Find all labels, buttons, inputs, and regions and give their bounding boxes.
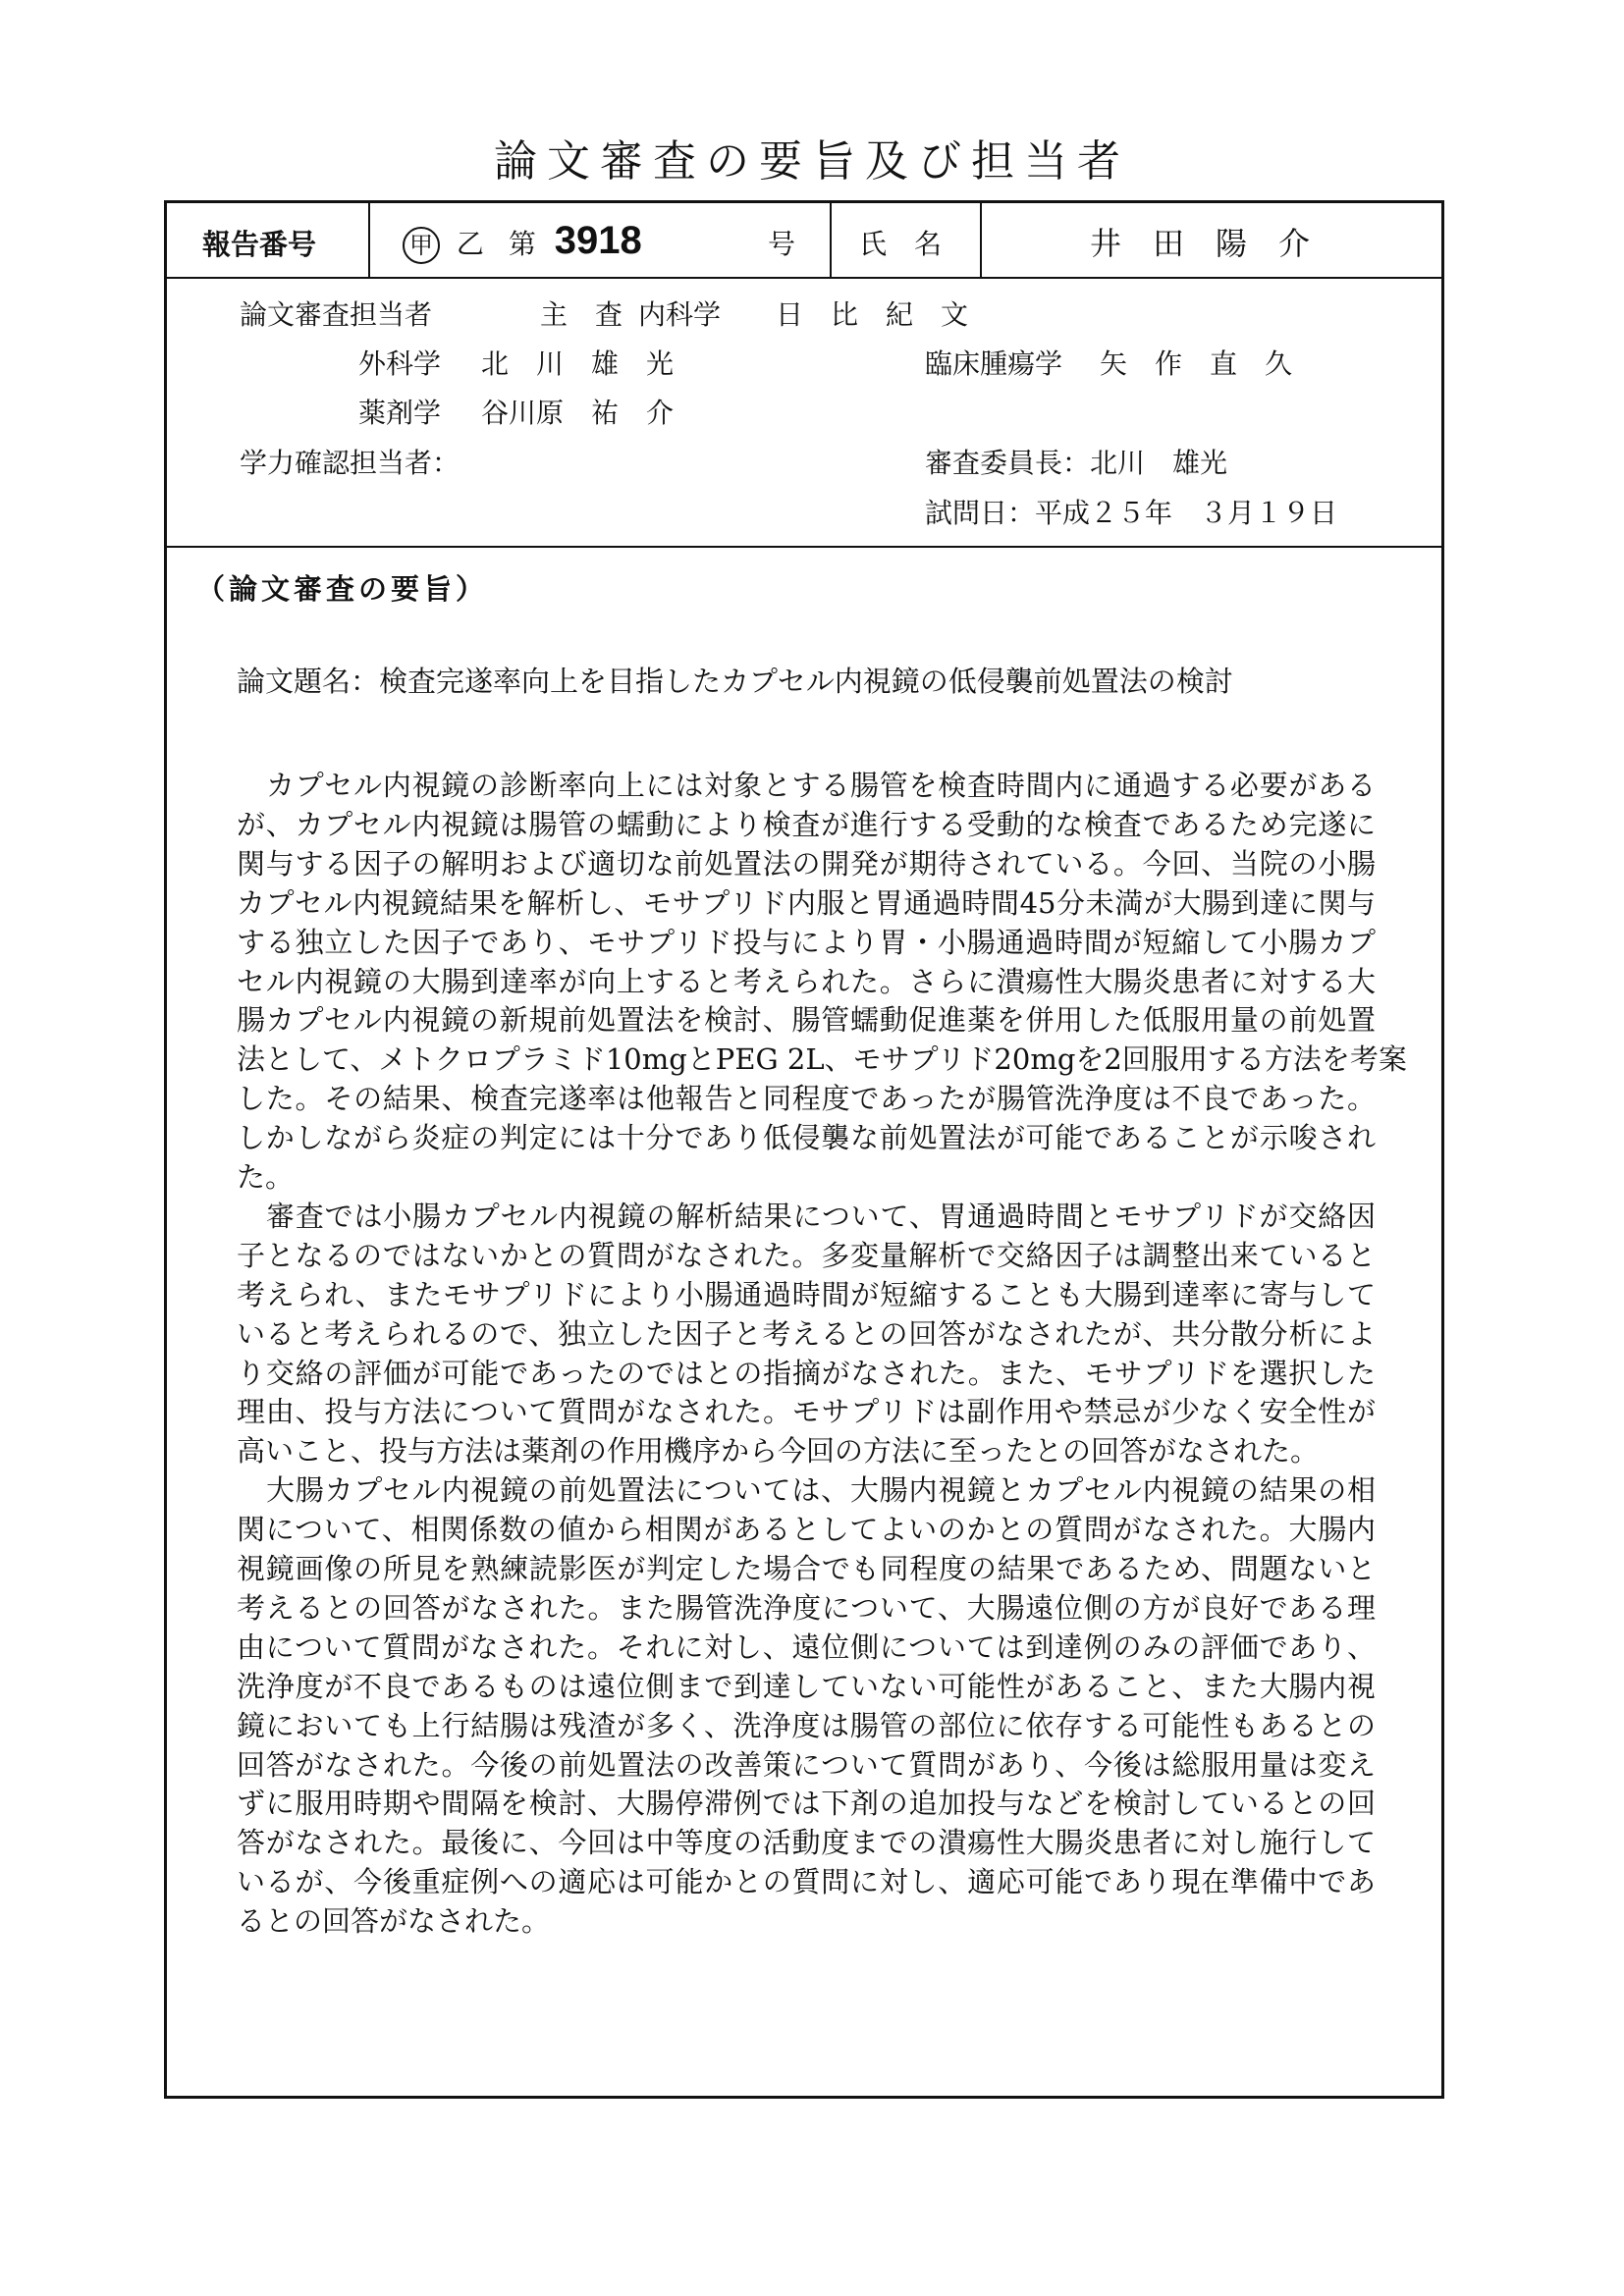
body-line: 大腸カプセル内視鏡の前処置法については、大腸内視鏡とカプセル内視鏡の結果の相 <box>266 1473 1376 1508</box>
report-number-label: 報告番号 <box>202 228 317 261</box>
body-line: カプセル内視鏡結果を解析し、モサプリド内服と胃通過時間45分未満が大腸到達に関与 <box>237 885 1377 920</box>
body-line: 高いこと、投与方法は薬剤の作用機序から今回の方法に至ったとの回答がなされた。 <box>237 1434 1320 1468</box>
body-line: た。 <box>237 1160 295 1194</box>
report-number-value: 3918 <box>554 219 642 262</box>
body-line: 洗浄度が不良であるものは遠位側まで到達していない可能性があること、また大腸内視 <box>237 1669 1376 1703</box>
body-line: 鏡においても上行結腸は残渣が多く、洗浄度は腸管の部位に依存する可能性もあるとの <box>237 1708 1376 1742</box>
body-line: いるが、今後重症例への適応は可能かとの質問に対し、適応可能であり現在準備中であ <box>237 1865 1376 1899</box>
body-line: しかしながら炎症の判定には十分であり低侵襲な前処置法が可能であることが示唆され <box>237 1121 1376 1155</box>
member-name: 北 川 雄 光 <box>481 347 675 380</box>
body-line: 関について、相関係数の値から相関があるとしてよいのかとの質問がなされた。大腸内 <box>237 1513 1376 1547</box>
reviewers-label: 論文審査担当者 <box>240 298 433 331</box>
body-line: 考えるとの回答がなされた。また腸管洗浄度について、大腸遠位側の方が良好である理 <box>237 1590 1376 1625</box>
body-line: カプセル内視鏡の診断率向上には対象とする腸管を検査時間内に通過する必要がある <box>266 769 1376 802</box>
body-line: 子となるのではないかとの質問がなされた。多変量解析で交絡因子は調整出来ていると <box>237 1238 1376 1272</box>
candidate-name: 井 田 陽 介 <box>1090 225 1311 262</box>
member-name: 矢 作 直 久 <box>1100 347 1293 380</box>
body-line: が、カプセル内視鏡は腸管の蠕動により検査が進行する受動的な検査であるため完遂に <box>237 807 1376 841</box>
body-line: した。その結果、検査完遂率は他報告と同程度であったが腸管洗浄度は不良であった。 <box>237 1082 1376 1116</box>
member-dept: 臨床腫瘍学 <box>925 347 1063 380</box>
exam-date: 試問日：平成２５年 ３月１９日 <box>925 497 1338 529</box>
kou-circled: 甲 <box>403 227 440 264</box>
divider <box>980 203 982 277</box>
name-label: 氏 名 <box>859 228 943 260</box>
body-line: 審査では小腸カプセル内視鏡の解析結果について、胃通過時間とモサプリドが交絡因 <box>266 1199 1376 1233</box>
member-name: 谷川原 祐 介 <box>481 397 675 429</box>
report-number <box>403 219 642 264</box>
ability-check-label: 学力確認担当者： <box>240 447 460 479</box>
committee-chair: 審査委員長：北川 雄光 <box>925 447 1228 479</box>
body-line: り交絡の評価が可能であったのではとの指摘がなされた。また、モサプリドを選択した <box>237 1356 1376 1390</box>
member-dept: 薬剤学 <box>358 397 442 429</box>
go: 号 <box>768 228 796 260</box>
chief-name: 日 比 紀 文 <box>776 298 969 331</box>
section-heading: （論文審査の要旨） <box>196 572 489 606</box>
thesis-title: 論文題名：検査完遂率向上を目指したカプセル内視鏡の低侵襲前処置法の検討 <box>237 665 1233 698</box>
body-line: 考えられ、またモサプリドにより小腸通過時間が短縮することも大腸到達率に寄与して <box>237 1277 1376 1311</box>
body-line: いると考えられるので、独立した因子と考えるとの回答がなされたが、共分散分析によ <box>237 1316 1376 1351</box>
body-line: セル内視鏡の大腸到達率が向上すると考えられた。さらに潰瘍性大腸炎患者に対する大 <box>237 964 1376 998</box>
divider <box>368 203 370 277</box>
body-line: ずに服用時期や間隔を検討、大腸停滞例では下剤の追加投与などを検討しているとの回 <box>237 1787 1376 1821</box>
body-line: 回答がなされた。今後の前処置法の改善策について質問があり、今後は総服用量は変え <box>237 1747 1376 1782</box>
dai: 第 <box>508 228 536 260</box>
body-line: 視鏡画像の所見を熟練読影医が判定した場合でも同程度の結果であるため、問題ないと <box>237 1552 1376 1585</box>
body-line: るとの回答がなされた。 <box>237 1904 551 1939</box>
divider <box>830 203 832 277</box>
body-line: 理由、投与方法について質問がなされた。モサプリドは副作用や禁忌が少なく安全性が <box>237 1395 1376 1429</box>
body-line: する独立した因子であり、モサプリド投与により胃・小腸通過時間が短縮して小腸カプ <box>237 925 1376 959</box>
member-dept: 外科学 <box>358 347 442 380</box>
otsu: 乙 <box>456 228 484 260</box>
body-line: 答がなされた。最後に、今回は中等度の活動度までの潰瘍性大腸炎患者に対し施行して <box>237 1826 1376 1860</box>
body-line: 法として、メトクロプラミド10mgとPEG 2L、モサプリド20mgを2回服用する方法を考案 <box>237 1042 1407 1077</box>
body-line: 由について質問がなされた。それに対し、遠位側については到達例のみの評価であり、 <box>237 1629 1376 1664</box>
body-line: 関与する因子の解明および適切な前処置法の開発が期待されている。今回、当院の小腸 <box>237 846 1376 881</box>
divider <box>167 546 1441 548</box>
page-title: 論文審査の要旨及び担当者 <box>494 136 1130 187</box>
chief-role: 主 査 <box>540 298 623 331</box>
body-line: 腸カプセル内視鏡の新規前処置法を検討、腸管蠕動促進薬を併用した低服用量の前処置 <box>237 1003 1376 1038</box>
header-row <box>167 203 1441 279</box>
chief-dept: 内科学 <box>638 298 722 331</box>
